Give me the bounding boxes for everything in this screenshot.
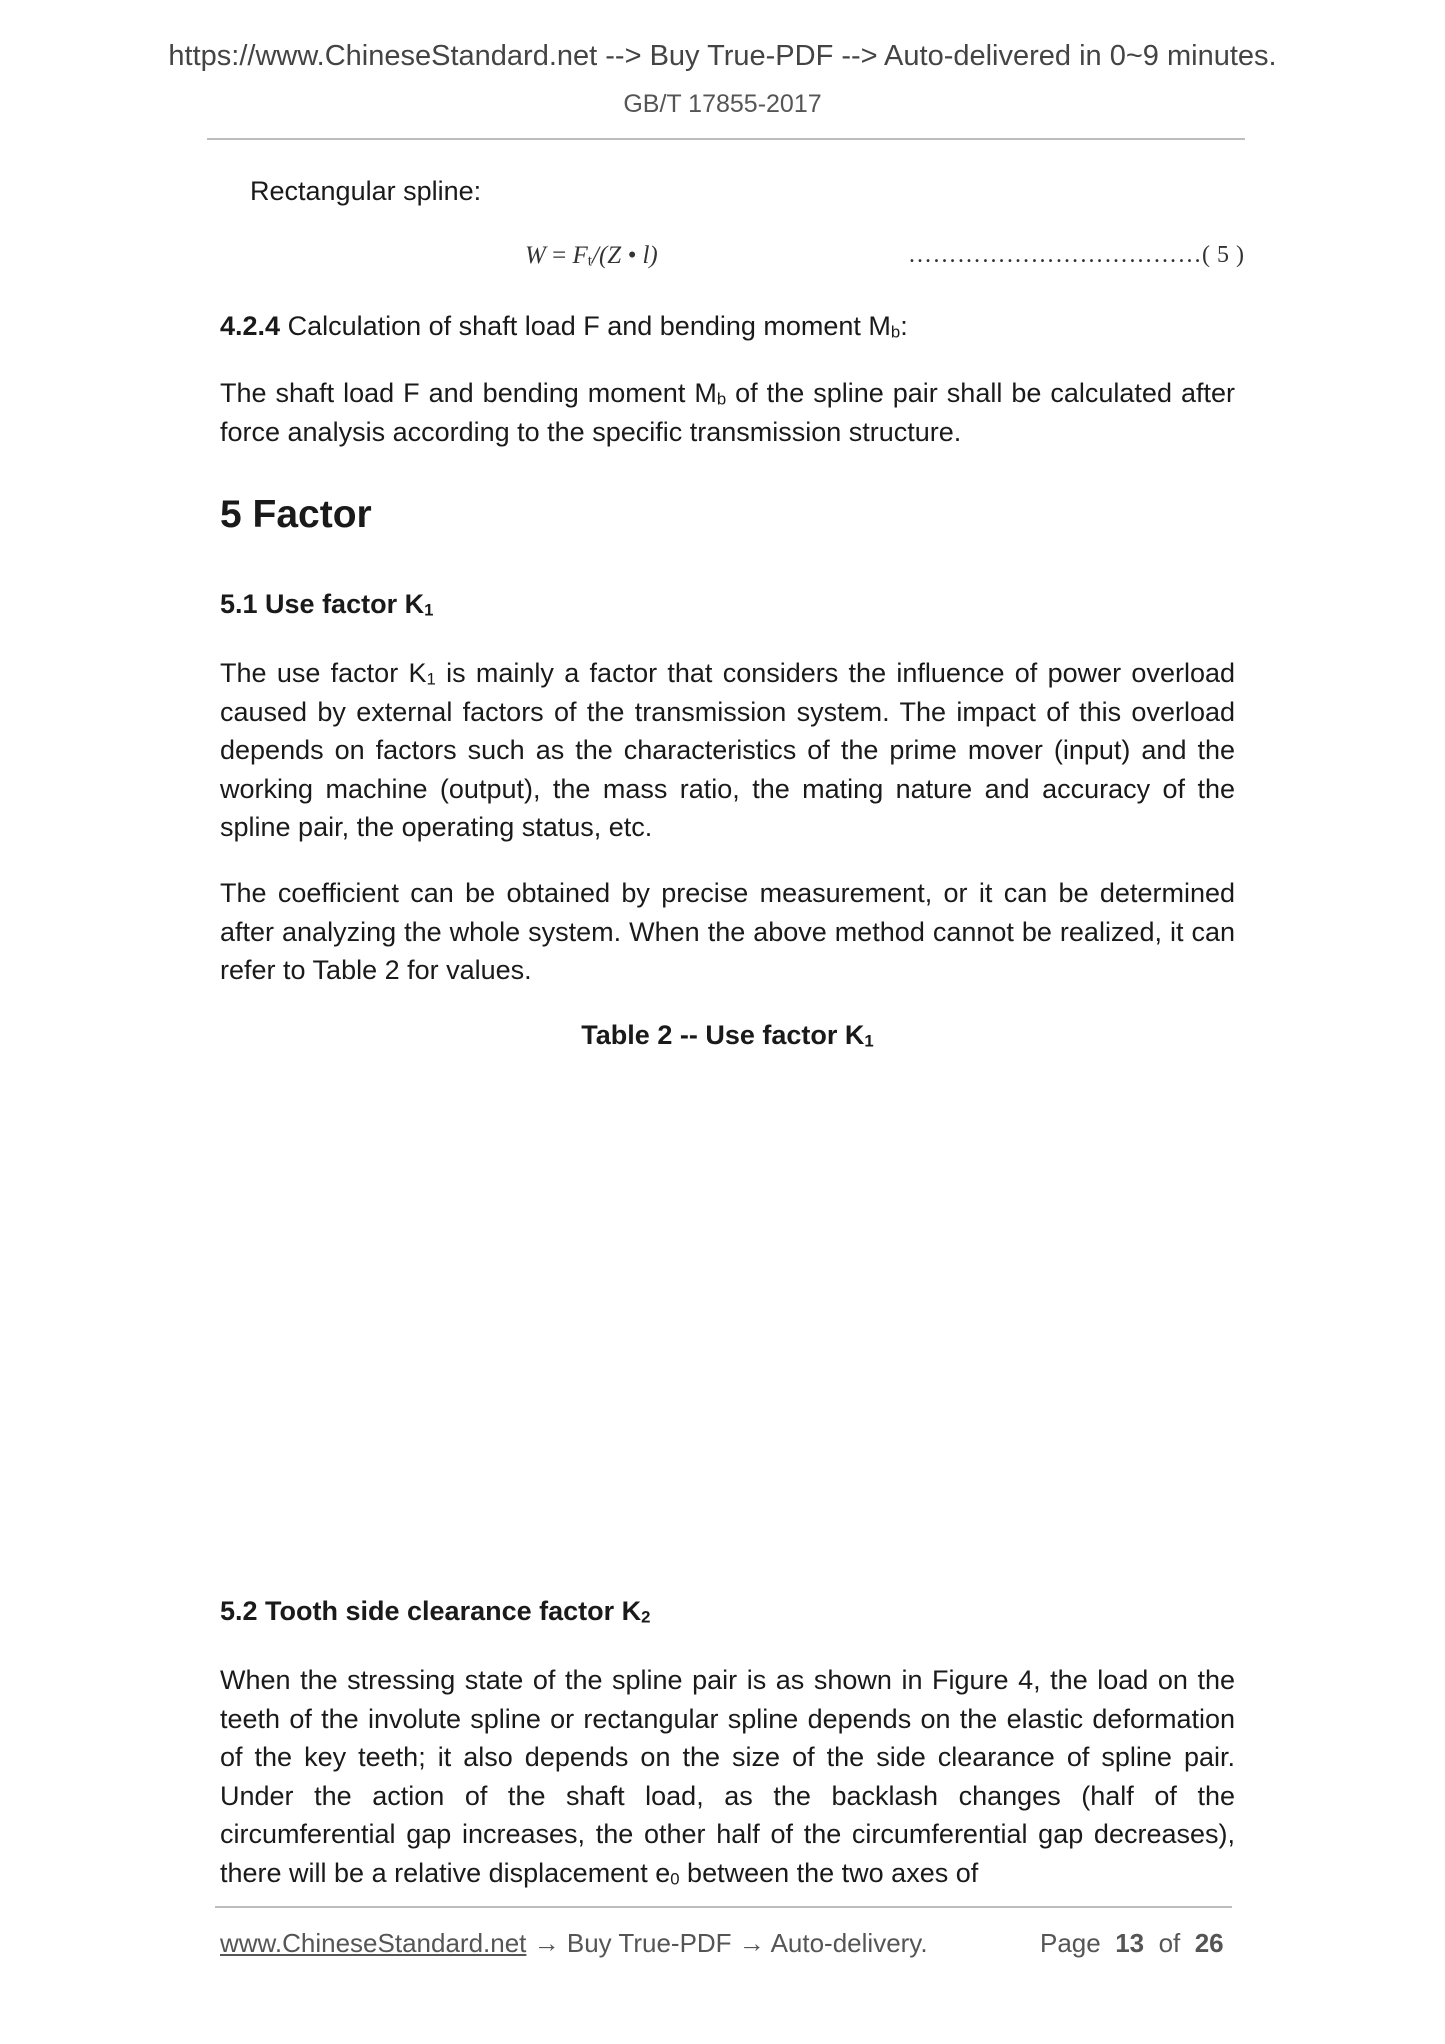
header-divider [207, 138, 1245, 140]
of-word: of [1158, 1928, 1181, 1958]
section-5-1-heading [220, 589, 433, 620]
section-5-2-heading [220, 1596, 650, 1627]
formula-equals: = [545, 242, 573, 269]
paragraph-4-2-4-post: of the spline pair shall be calculated after force analysis according to the specific transmission structure. [220, 378, 1235, 447]
standard-code: GB/T 17855-2017 [623, 90, 822, 118]
paragraph-5-2 [220, 1661, 1235, 1892]
formula-dots: ……………………………… [908, 242, 1202, 268]
section-5-heading: 5 Factor [220, 493, 372, 536]
paragraph-5-1-a-post: is mainly a factor that considers the influence of power overload caused by external factors of the transmission system. The impact of this overload depends on factors such as the characteristics of the prime mover (input) and the working machine (output), the mass ratio, the mating nature and accuracy of the spline pair, the operating status, etc. [220, 658, 1235, 842]
total-pages: 26 [1194, 1928, 1224, 1958]
table-2-caption [220, 1020, 1235, 1051]
footer-left [220, 1928, 928, 1959]
paragraph-5-1-a-pre: The use factor K [220, 658, 427, 688]
paragraph-4-2-4-sub: b [716, 389, 727, 409]
section-4-2-4-colon: : [900, 311, 908, 341]
paragraph-5-2-sub: 0 [670, 1869, 680, 1888]
formula-number-leader [908, 242, 1244, 269]
header-url-line: https://www.ChineseStandard.net --> Buy True-PDF --> Auto-delivered in 0~9 minutes. [168, 40, 1277, 72]
paragraph-5-1-a-sub: 1 [426, 669, 436, 689]
section-5-2-sub: 2 [641, 1607, 651, 1627]
formula-number: ( 5 ) [1202, 242, 1245, 268]
paragraph-4-2-4-pre: The shaft load F and bending moment M [220, 378, 717, 408]
page-number [1040, 1928, 1224, 1959]
table-2-placeholder [220, 1068, 1235, 1568]
footer-tail: → Buy True-PDF → Auto-delivery. [526, 1928, 928, 1958]
paragraph-4-2-4 [220, 374, 1235, 451]
section-5-2-text: 5.2 Tooth side clearance factor K [220, 1596, 642, 1626]
paragraph-5-1-a [220, 654, 1235, 847]
formula-rest: /(Z • l) [592, 242, 658, 269]
formula-5 [525, 242, 658, 270]
section-5-1-sub: 1 [424, 600, 434, 620]
formula-lhs: W [525, 242, 546, 269]
rectangular-spline-label: Rectangular spline: [250, 176, 482, 206]
paragraph-5-2-pre: When the stressing state of the spline pair is as shown in Figure 4, the load on the teeth of the involute spline or rectangular spline depends on the elastic deformation of the key teeth; it also depends on the size of the side clearance of spline pair. Under the action of the shaft load, as the backlash changes (half of the circumferential gap increases, the other half of the circumferential gap decreases), there will be a relative displacement e [220, 1665, 1235, 1888]
page-word: Page [1040, 1928, 1101, 1958]
page-num: 13 [1115, 1928, 1145, 1958]
section-4-2-4-title: Calculation of shaft load F and bending moment M [280, 311, 891, 341]
section-4-2-4-heading [220, 307, 1235, 346]
formula-f-sub: t [587, 252, 593, 270]
footer-site-link[interactable]: www.ChineseStandard.net [220, 1928, 527, 1958]
table-2-caption-text: Table 2 -- Use factor K [581, 1020, 865, 1050]
section-4-2-4-number: 4.2.4 [220, 311, 281, 341]
paragraph-5-2-post: between the two axes of [679, 1857, 979, 1888]
section-5-1-text: 5.1 Use factor K [220, 589, 425, 619]
table-2-caption-sub: 1 [864, 1031, 874, 1051]
formula-f: F [572, 242, 588, 269]
footer-divider [215, 1906, 1232, 1908]
paragraph-5-1-b: The coefficient can be obtained by precise measurement, or it can be determined after analyzing the whole system. When the above method cannot be realized, it can refer to Table 2 for values. [220, 878, 1235, 985]
section-4-2-4-sub: b [890, 322, 901, 342]
